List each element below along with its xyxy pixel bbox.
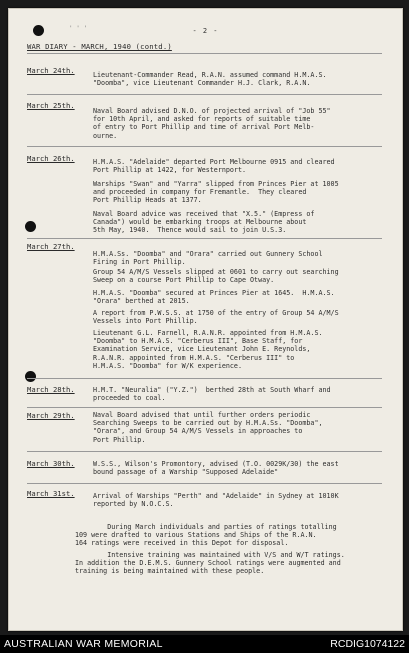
entry-paragraph: Arrival of Warships "Perth" and "Adelaide" in Sydney at 1010K reported by N.O.C.S.: [93, 492, 339, 509]
entry-paragraph: Naval Board advised that until further orders periodic Searching Sweeps to be carried out by H.M.A.Ss. "Doomba", "Orara", and Group 54 A/M/S Vessels in approaches to Port Phillip.: [93, 411, 323, 444]
entry-paragraph: H.M.T. "Neuralia" ("Y.Z.") berthed 28th at South Wharf and proceeded to coal.: [93, 386, 331, 403]
entry-date: March 31st.: [27, 489, 75, 498]
entry-paragraph: Naval Board advice was received that "X.5." (Empress of Canada") would be embarking troops at Melbourne about 5th May, 1940. Thence would sail to join U.S.3.: [93, 210, 315, 235]
punch-hole: [25, 221, 36, 232]
punch-hole: [25, 371, 36, 382]
page-header: WAR DIARY - MARCH, 1940 (contd.): [27, 42, 172, 51]
page-number: - 2 -: [192, 27, 219, 35]
divider: [27, 146, 382, 147]
divider: [27, 483, 382, 484]
divider: [27, 378, 382, 379]
entry-date: March 24th.: [27, 66, 75, 75]
divider: [27, 407, 382, 408]
entry-paragraph: Naval Board advised D.N.O. of projected arrival of "Job 55" for 10th April, and asked for reports of suitable time of entry to Port Phillip and time of arrival Port Melb- ourne.: [93, 107, 331, 140]
divider: [27, 238, 382, 239]
closing-paragraph: During March individuals and parties of ratings totalling 109 were drafted to various Stations and Ships of the R.A.N. 164 ratings were received in this Depot for disposal.: [75, 523, 337, 548]
entry-date: March 26th.: [27, 154, 75, 163]
entry-paragraph: Group 54 A/M/S Vessels slipped at 0601 to carry out searching Sweep on a course Port Phillip to Cape Otway.: [93, 268, 339, 285]
entry-paragraph: H.M.A.S. "Adelaide" departed Port Melbourne 0915 and cleared Port Phillip at 1422, for Westernport.: [93, 158, 335, 175]
closing-paragraph: Intensive training was maintained with V/S and W/T ratings. In addition the D.E.M.S. Gunnery School ratings were augmented and training is being maintained with these people.: [75, 551, 345, 576]
divider: [27, 53, 382, 54]
entry-date: March 25th.: [27, 101, 75, 110]
document-page: [8, 8, 403, 631]
divider: [27, 94, 382, 95]
entry-paragraph: Warships "Swan" and "Yarra" slipped from Princes Pier at 1005 and proceeded in company for Fremantle. They cleared Port Phillip Heads at 1377.: [93, 180, 339, 205]
archive-footer: [0, 635, 409, 653]
entry-paragraph: H.M.A.S. "Doomba" secured at Princes Pier at 1645. H.M.A.S. "Orara" berthed at 2015.: [93, 289, 335, 306]
footer-institution: AUSTRALIAN WAR MEMORIAL: [4, 638, 163, 650]
divider: [27, 451, 382, 452]
margin-tick-marks: ' ' ': [69, 25, 88, 32]
entry-date: March 29th.: [27, 411, 75, 420]
entry-date: March 28th.: [27, 385, 75, 394]
entry-paragraph: Lieutenant-Commander Read, R.A.N. assumed command H.M.A.S. "Doomba", vice Lieutenant Commander H.J. Clark, R.A.N.: [93, 71, 327, 88]
entry-date: March 27th.: [27, 242, 75, 251]
entry-paragraph: H.M.A.Ss. "Doomba" and "Orara" carried out Gunnery School Firing in Port Phillip.: [93, 250, 323, 267]
entry-paragraph: A report from P.W.S.S. at 1750 of the entry of Group 54 A/M/S Vessels into Port Phillip.: [93, 309, 339, 326]
entry-date: March 30th.: [27, 459, 75, 468]
entry-paragraph: W.S.S., Wilson's Promontory, advised (T.O. 0029K/30) the east bound passage of a Warship "Supposed Adelaide": [93, 460, 339, 477]
entry-paragraph: Lieutenant G.L. Farnell, R.A.N.R. appointed from H.M.A.S. "Doomba" to H.M.A.S. "Cerberus III", Base Staff, for Examination Service, vice Lieutenant John E. Reynolds, R.A.N.R. appointed from H.M.A.S. "Cerberus III" to H.M.A.S. "Doomba" for W/K experience.: [93, 329, 323, 370]
footer-record-id: RCDIG1074122: [330, 638, 405, 650]
